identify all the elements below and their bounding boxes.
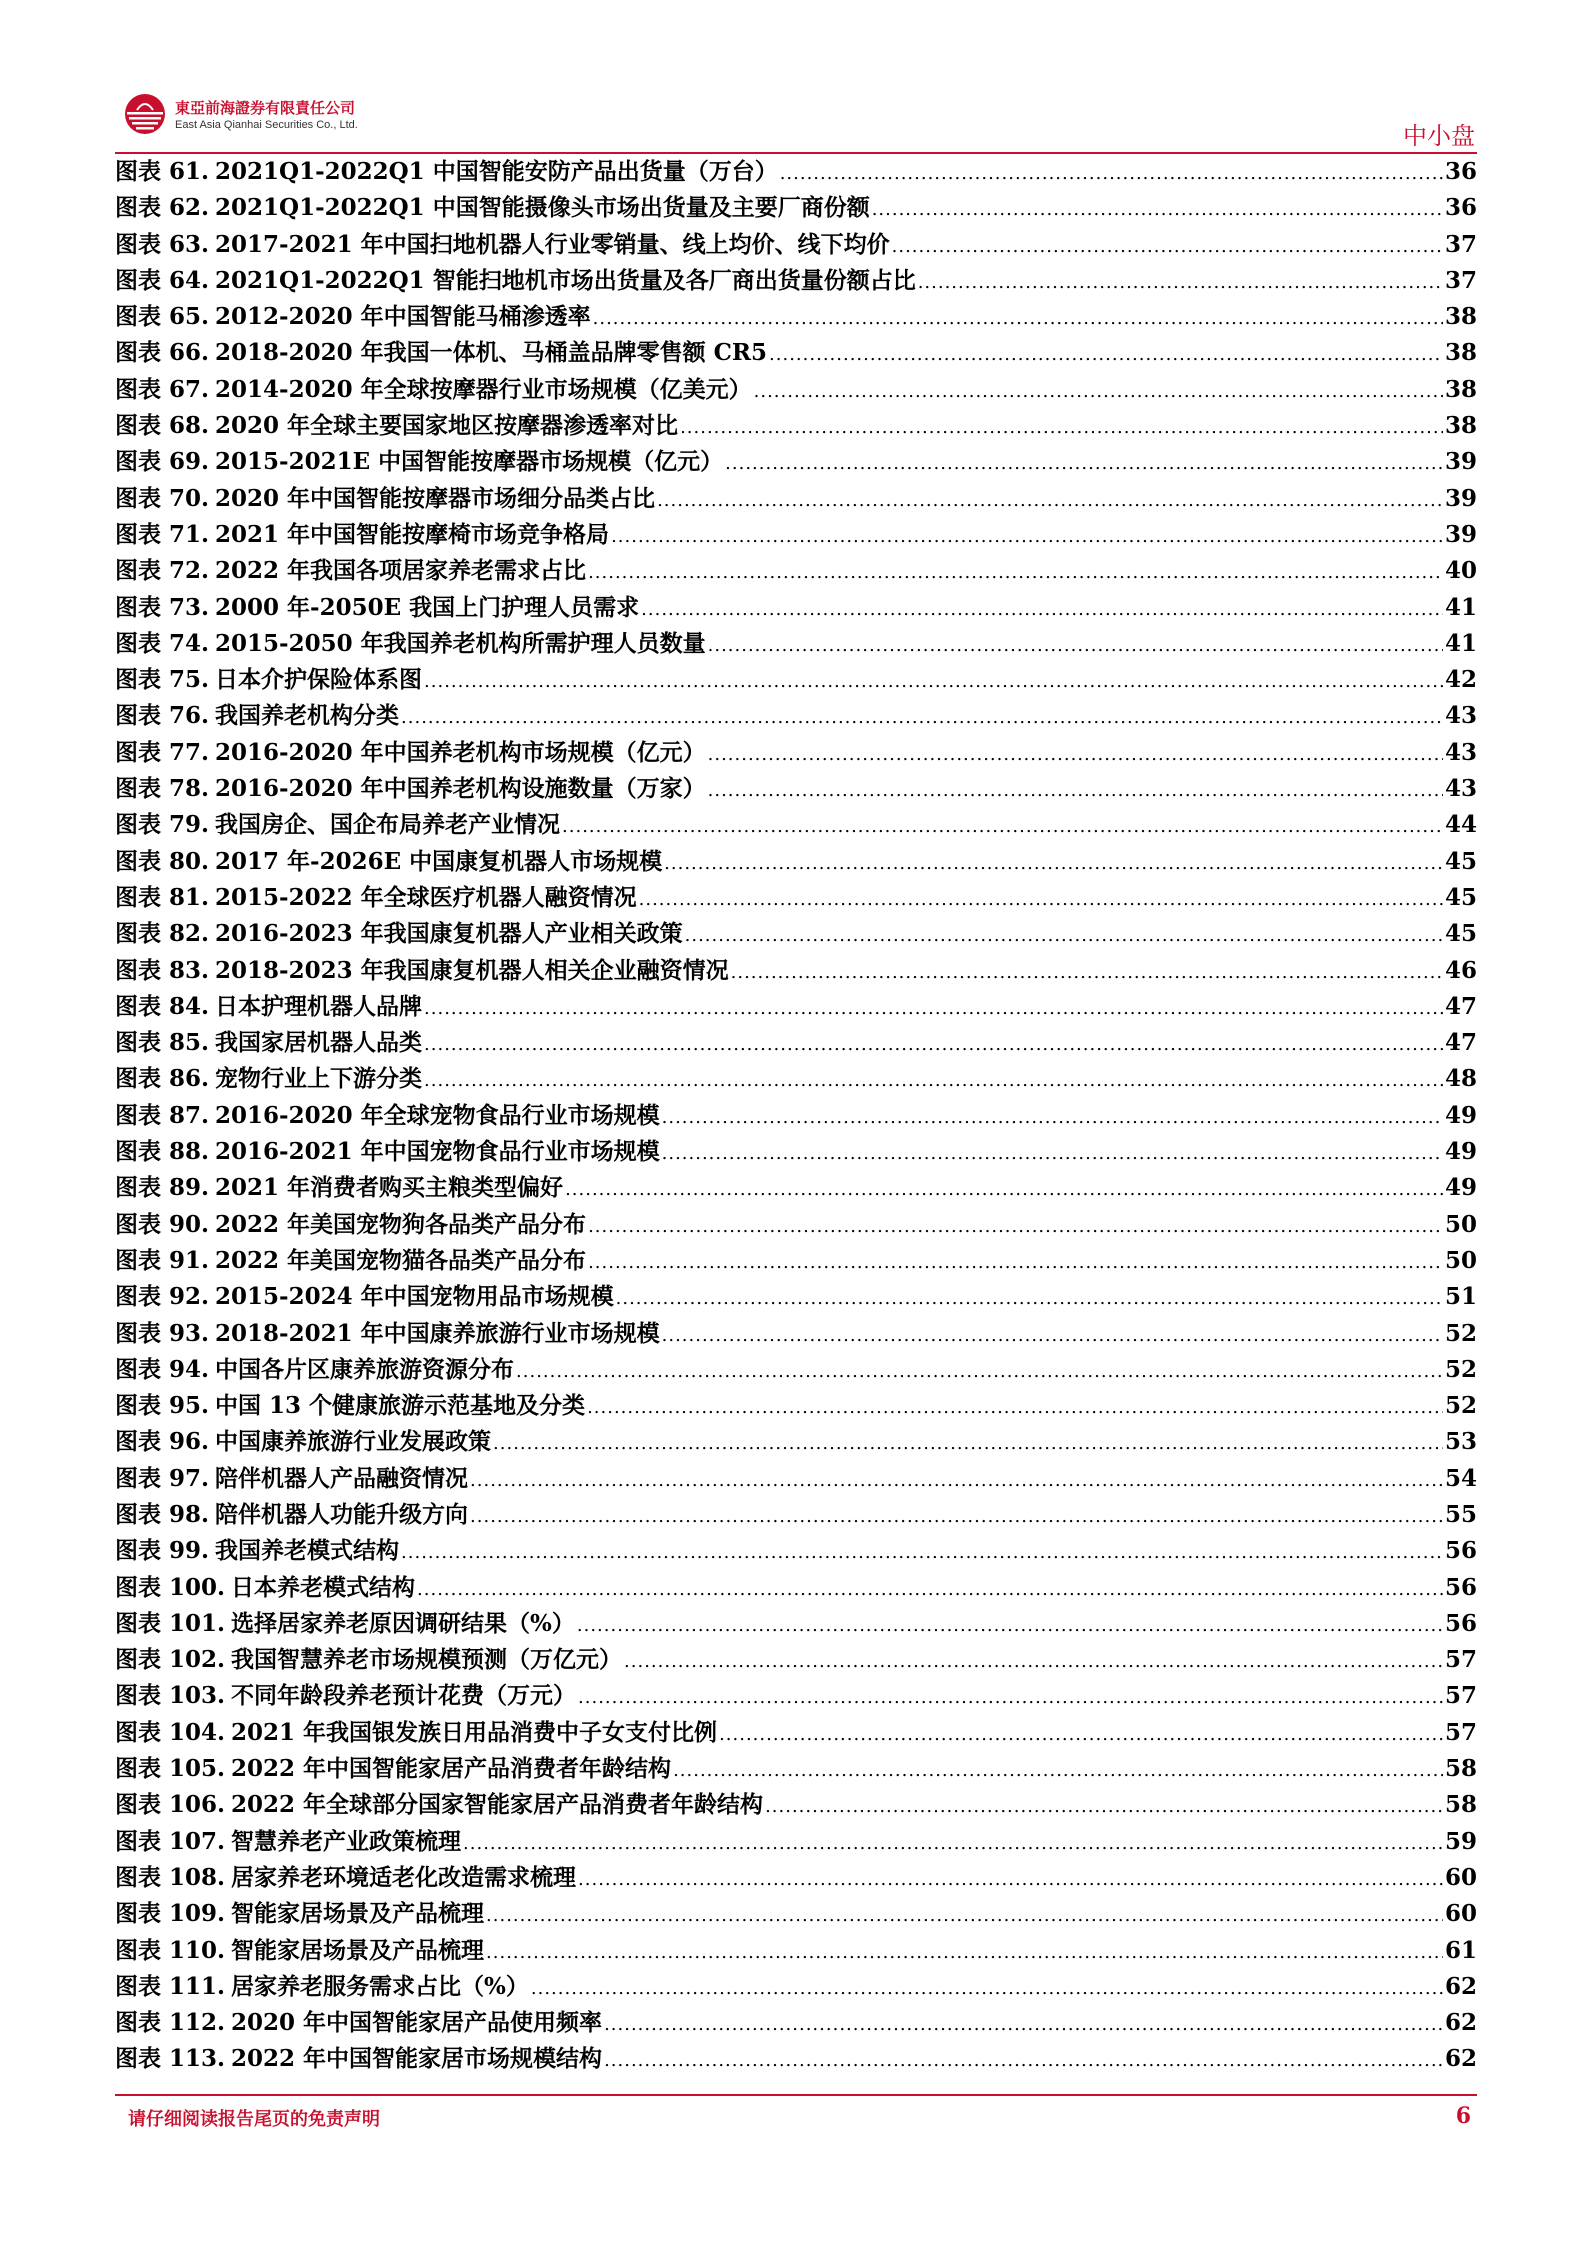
toc-entry-title: 日本护理机器人品牌 <box>215 992 423 1020</box>
toc-entry-title: 智能家居场景及产品梳理 <box>231 1900 485 1928</box>
toc-dot-leader <box>470 1499 1443 1535</box>
toc-entry-title: 2015-2022 年全球医疗机器人融资情况 <box>215 883 637 911</box>
toc-entry-label: 图表 108. <box>115 1863 226 1891</box>
toc-entry-title: 2022 年美国宠物狗各品类产品分布 <box>215 1210 587 1238</box>
toc-entry-label: 图表 73. <box>115 593 210 621</box>
toc-entry-title: 中国 13 个健康旅游示范基地及分类 <box>215 1392 586 1420</box>
toc-entry-page: 57 <box>1444 1646 1477 1674</box>
toc-entry-label: 图表 66. <box>115 339 210 367</box>
toc-entry[interactable] <box>115 1787 1477 1823</box>
toc-entry[interactable] <box>115 190 1477 226</box>
toc-entry-title: 陪伴机器人功能升级方向 <box>215 1500 469 1528</box>
toc-entry-label: 图表 63. <box>115 230 210 258</box>
toc-entry-title: 2022 年全球部分国家智能家居产品消费者年龄结构 <box>231 1791 764 1819</box>
toc-dot-leader <box>892 229 1443 265</box>
toc-entry[interactable] <box>115 1969 1477 2005</box>
toc-dot-leader <box>562 809 1443 845</box>
toc-entry[interactable] <box>115 771 1477 807</box>
footer-divider <box>115 2094 1477 2096</box>
toc-entry-page: 48 <box>1444 1065 1477 1093</box>
toc-entry-page: 37 <box>1444 266 1477 294</box>
toc-entry-page: 45 <box>1444 883 1477 911</box>
toc-entry-title: 居家养老服务需求占比（%） <box>231 1972 529 2000</box>
toc-dot-leader <box>639 882 1443 918</box>
toc-entry[interactable] <box>115 844 1477 880</box>
toc-entry-label: 图表 90. <box>115 1210 210 1238</box>
toc-entry-page: 62 <box>1444 2045 1477 2073</box>
toc-entry-label: 图表 111. <box>115 1972 226 2000</box>
toc-entry-page: 43 <box>1444 775 1477 803</box>
toc-entry-title: 日本介护保险体系图 <box>215 666 423 694</box>
toc-entry-label: 图表 112. <box>115 2009 226 2037</box>
toc-entry-label: 图表 82. <box>115 920 210 948</box>
toc-entry-title: 我国养老模式结构 <box>215 1537 400 1565</box>
toc-entry-title: 居家养老环境适老化改造需求梳理 <box>231 1863 577 1891</box>
toc-entry-title: 2022 年我国各项居家养老需求占比 <box>215 557 587 585</box>
toc-entry-page: 47 <box>1444 992 1477 1020</box>
toc-entry-page: 50 <box>1444 1246 1477 1274</box>
toc-entry-page: 57 <box>1444 1682 1477 1710</box>
toc-entry-title: 2018-2020 年我国一体机、马桶盖品牌零售额 CR5 <box>215 339 768 367</box>
toc-entry-page: 38 <box>1444 412 1477 440</box>
toc-entry-label: 图表 113. <box>115 2045 226 2073</box>
toc-entry-title: 2020 年中国智能按摩器市场细分品类占比 <box>215 484 656 512</box>
company-logo-icon <box>123 92 167 136</box>
toc-entry-page: 52 <box>1444 1392 1477 1420</box>
toc-dot-leader <box>578 1680 1443 1716</box>
toc-dot-leader <box>486 1898 1443 1934</box>
toc-entry-label: 图表 110. <box>115 1936 226 1964</box>
toc-entry-title: 日本养老模式结构 <box>231 1573 416 1601</box>
toc-entry-page: 52 <box>1444 1355 1477 1383</box>
toc-entry-title: 2018-2021 年中国康养旅游行业市场规模 <box>215 1319 660 1347</box>
toc-dot-leader <box>624 1644 1443 1680</box>
toc-dot-leader <box>641 592 1443 628</box>
toc-dot-leader <box>708 773 1443 809</box>
toc-entry-page: 39 <box>1444 484 1477 512</box>
toc-entry[interactable] <box>115 1388 1477 1424</box>
toc-entry-title: 2022 年中国智能家居市场规模结构 <box>231 2045 603 2073</box>
toc-entry-page: 61 <box>1444 1936 1477 1964</box>
toc-entry-label: 图表 75. <box>115 666 210 694</box>
toc-entry-page: 54 <box>1444 1464 1477 1492</box>
toc-entry-label: 图表 61. <box>115 158 210 185</box>
toc-dot-leader <box>516 1354 1443 1390</box>
footer-disclaimer: 请仔细阅读报告尾页的免责声明 <box>128 2109 380 2130</box>
toc-entry-label: 图表 64. <box>115 266 210 294</box>
toc-entry-page: 38 <box>1444 303 1477 331</box>
toc-entry-page: 41 <box>1444 593 1477 621</box>
toc-entry-title: 2022 年中国智能家居产品消费者年龄结构 <box>231 1755 672 1783</box>
toc-entry-label: 图表 100. <box>115 1573 226 1601</box>
toc-entry[interactable] <box>115 698 1477 734</box>
toc-dot-leader <box>578 1862 1443 1898</box>
toc-dot-leader <box>424 664 1443 700</box>
toc-dot-leader <box>565 1172 1443 1208</box>
toc-entry-title: 2016-2020 年中国养老机构设施数量（万家） <box>215 775 706 803</box>
toc-entry-title: 2016-2023 年我国康复机器人产业相关政策 <box>215 920 683 948</box>
toc-entry-page: 36 <box>1444 158 1477 185</box>
toc-entry-title: 智慧养老产业政策梳理 <box>231 1827 462 1855</box>
toc-entry[interactable] <box>115 227 1477 263</box>
toc-entry-page: 38 <box>1444 375 1477 403</box>
toc-entry-label: 图表 103. <box>115 1682 226 1710</box>
toc-entry-label: 图表 107. <box>115 1827 226 1855</box>
toc-dot-leader <box>731 955 1443 991</box>
toc-entry-label: 图表 79. <box>115 811 210 839</box>
toc-entry-title: 2017 年-2026E 中国康复机器人市场规模 <box>215 847 663 875</box>
section-title: 中小盘 <box>1403 122 1475 150</box>
toc-entry[interactable] <box>115 880 1477 916</box>
toc-entry[interactable] <box>115 807 1477 843</box>
toc-entry[interactable] <box>115 916 1477 952</box>
toc-entry-title: 2021 年中国智能按摩椅市场竞争格局 <box>215 520 610 548</box>
figure-index-list <box>115 154 1477 2078</box>
toc-entry-label: 图表 77. <box>115 738 210 766</box>
toc-entry-page: 57 <box>1444 1718 1477 1746</box>
toc-entry[interactable] <box>115 1933 1477 1969</box>
toc-entry-title: 我国养老机构分类 <box>215 702 400 730</box>
toc-dot-leader <box>708 628 1443 664</box>
toc-entry-label: 图表 81. <box>115 883 210 911</box>
toc-entry-label: 图表 80. <box>115 847 210 875</box>
toc-entry[interactable] <box>115 517 1477 553</box>
toc-entry-page: 49 <box>1444 1174 1477 1202</box>
toc-entry-page: 36 <box>1444 194 1477 222</box>
toc-entry-page: 56 <box>1444 1609 1477 1637</box>
toc-entry-title: 2021Q1-2022Q1 中国智能安防产品出货量（万台） <box>215 158 778 185</box>
toc-dot-leader <box>673 1753 1443 1789</box>
toc-entry[interactable] <box>115 1461 1477 1497</box>
toc-entry-title: 2015-2050 年我国养老机构所需护理人员数量 <box>215 629 706 657</box>
toc-dot-leader <box>486 1935 1443 1971</box>
toc-dot-leader <box>725 446 1443 482</box>
toc-entry[interactable] <box>115 1098 1477 1134</box>
toc-entry-page: 43 <box>1444 738 1477 766</box>
toc-entry[interactable] <box>115 953 1477 989</box>
toc-entry-page: 60 <box>1444 1900 1477 1928</box>
toc-entry[interactable] <box>115 154 1477 190</box>
toc-entry[interactable] <box>115 1025 1477 1061</box>
toc-entry[interactable] <box>115 1497 1477 1533</box>
toc-entry-label: 图表 85. <box>115 1029 210 1057</box>
toc-entry[interactable] <box>115 1533 1477 1569</box>
toc-dot-leader <box>872 192 1443 228</box>
toc-entry[interactable] <box>115 335 1477 371</box>
toc-entry-title: 2015-2024 年中国宠物用品市场规模 <box>215 1283 614 1311</box>
footer-page-number: 6 <box>1455 2103 1471 2129</box>
toc-entry-page: 49 <box>1444 1101 1477 1129</box>
toc-entry-title: 2020 年全球主要国家地区按摩器渗透率对比 <box>215 412 679 440</box>
toc-entry[interactable] <box>115 1678 1477 1714</box>
toc-dot-leader <box>604 2043 1443 2079</box>
toc-entry-page: 39 <box>1444 448 1477 476</box>
toc-entry-label: 图表 88. <box>115 1138 210 1166</box>
toc-entry-label: 图表 94. <box>115 1355 210 1383</box>
toc-dot-leader <box>616 1281 1443 1317</box>
toc-entry-page: 43 <box>1444 702 1477 730</box>
toc-entry-page: 42 <box>1444 666 1477 694</box>
toc-entry-label: 图表 65. <box>115 303 210 331</box>
toc-dot-leader <box>588 1245 1443 1281</box>
toc-entry[interactable] <box>115 590 1477 626</box>
company-name-en: East Asia Qianhai Securities Co., Ltd. <box>175 119 358 131</box>
toc-entry-title: 宠物行业上下游分类 <box>215 1065 423 1093</box>
toc-entry-label: 图表 93. <box>115 1319 210 1347</box>
toc-entry-title: 2021Q1-2022Q1 中国智能摄像头市场出货量及主要厂商份额 <box>215 194 870 222</box>
toc-entry-page: 53 <box>1444 1428 1477 1456</box>
toc-entry-page: 45 <box>1444 847 1477 875</box>
toc-entry-page: 62 <box>1444 2009 1477 2037</box>
toc-entry[interactable] <box>115 989 1477 1025</box>
toc-dot-leader <box>754 374 1443 410</box>
toc-entry-label: 图表 62. <box>115 194 210 222</box>
toc-entry-label: 图表 96. <box>115 1428 210 1456</box>
toc-entry[interactable] <box>115 481 1477 517</box>
toc-entry-label: 图表 97. <box>115 1464 210 1492</box>
toc-dot-leader <box>424 1063 1443 1099</box>
toc-dot-leader <box>493 1426 1443 1462</box>
toc-dot-leader <box>463 1826 1443 1862</box>
toc-dot-leader <box>531 1971 1443 2007</box>
toc-dot-leader <box>401 700 1443 736</box>
toc-entry-page: 41 <box>1444 629 1477 657</box>
toc-entry-page: 46 <box>1444 956 1477 984</box>
toc-entry-page: 38 <box>1444 339 1477 367</box>
toc-dot-leader <box>611 519 1443 555</box>
company-name-cn: 東亞前海證券有限責任公司 <box>175 99 356 117</box>
toc-entry-label: 图表 70. <box>115 484 210 512</box>
toc-dot-leader <box>604 2007 1443 2043</box>
toc-dot-leader <box>577 1608 1443 1644</box>
toc-entry-title: 2016-2021 年中国宠物食品行业市场规模 <box>215 1138 660 1166</box>
toc-entry-title: 我国房企、国企布局养老产业情况 <box>215 811 561 839</box>
toc-dot-leader <box>470 1463 1443 1499</box>
toc-entry[interactable] <box>115 1316 1477 1352</box>
toc-dot-leader <box>587 1390 1443 1426</box>
toc-entry-page: 56 <box>1444 1537 1477 1565</box>
toc-entry[interactable] <box>115 1642 1477 1678</box>
toc-entry-title: 2017-2021 年中国扫地机器人行业零销量、线上均价、线下均价 <box>215 230 890 258</box>
toc-entry-title: 智能家居场景及产品梳理 <box>231 1936 485 1964</box>
toc-entry-label: 图表 99. <box>115 1537 210 1565</box>
toc-entry-label: 图表 104. <box>115 1718 226 1746</box>
toc-entry[interactable] <box>115 1061 1477 1097</box>
toc-entry-label: 图表 78. <box>115 775 210 803</box>
toc-entry-page: 58 <box>1444 1791 1477 1819</box>
toc-entry-label: 图表 87. <box>115 1101 210 1129</box>
toc-entry-label: 图表 67. <box>115 375 210 403</box>
toc-entry[interactable] <box>115 735 1477 771</box>
toc-entry-title: 2012-2020 年中国智能马桶渗透率 <box>215 303 591 331</box>
toc-dot-leader <box>685 918 1443 954</box>
toc-entry[interactable] <box>115 263 1477 299</box>
toc-entry[interactable] <box>115 1134 1477 1170</box>
toc-dot-leader <box>662 1136 1443 1172</box>
toc-entry-label: 图表 83. <box>115 956 210 984</box>
toc-entry-label: 图表 84. <box>115 992 210 1020</box>
toc-entry-page: 62 <box>1444 1972 1477 2000</box>
toc-entry[interactable] <box>115 1896 1477 1932</box>
toc-dot-leader <box>593 301 1443 337</box>
toc-entry-title: 2015-2021E 中国智能按摩器市场规模（亿元） <box>215 448 724 476</box>
toc-entry-page: 60 <box>1444 1863 1477 1891</box>
toc-entry-title: 2021 年消费者购买主粮类型偏好 <box>215 1174 564 1202</box>
toc-entry-title: 2018-2023 年我国康复机器人相关企业融资情况 <box>215 956 729 984</box>
toc-entry-label: 图表 71. <box>115 520 210 548</box>
toc-dot-leader <box>424 991 1443 1027</box>
toc-entry-label: 图表 101. <box>115 1609 226 1637</box>
toc-entry-label: 图表 95. <box>115 1392 210 1420</box>
toc-dot-leader <box>780 156 1443 192</box>
toc-entry-label: 图表 98. <box>115 1500 210 1528</box>
toc-dot-leader <box>401 1535 1443 1571</box>
toc-entry-title: 2016-2020 年中国养老机构市场规模（亿元） <box>215 738 706 766</box>
toc-entry-title: 2000 年-2050E 我国上门护理人员需求 <box>215 593 640 621</box>
toc-dot-leader <box>424 1027 1443 1063</box>
toc-entry-label: 图表 72. <box>115 557 210 585</box>
toc-entry[interactable] <box>115 1606 1477 1642</box>
toc-entry-page: 37 <box>1444 230 1477 258</box>
toc-entry-label: 图表 74. <box>115 629 210 657</box>
toc-entry[interactable] <box>115 662 1477 698</box>
toc-entry-page: 44 <box>1444 811 1477 839</box>
toc-entry-title: 2014-2020 年全球按摩器行业市场规模（亿美元） <box>215 375 752 403</box>
toc-entry-label: 图表 68. <box>115 412 210 440</box>
toc-entry-page: 51 <box>1444 1283 1477 1311</box>
toc-entry[interactable] <box>115 1824 1477 1860</box>
toc-entry-page: 59 <box>1444 1827 1477 1855</box>
toc-entry[interactable] <box>115 1279 1477 1315</box>
toc-entry-title: 陪伴机器人产品融资情况 <box>215 1464 469 1492</box>
toc-entry-page: 55 <box>1444 1500 1477 1528</box>
toc-entry-label: 图表 69. <box>115 448 210 476</box>
toc-entry-page: 39 <box>1444 520 1477 548</box>
toc-entry[interactable] <box>115 372 1477 408</box>
toc-entry-page: 40 <box>1444 557 1477 585</box>
toc-dot-leader <box>769 337 1443 373</box>
toc-entry-label: 图表 109. <box>115 1900 226 1928</box>
toc-entry-label: 图表 92. <box>115 1283 210 1311</box>
toc-entry-label: 图表 76. <box>115 702 210 730</box>
toc-dot-leader <box>662 1100 1443 1136</box>
toc-entry-title: 中国各片区康养旅游资源分布 <box>215 1355 515 1383</box>
toc-entry[interactable] <box>115 1860 1477 1896</box>
page-header <box>115 92 1477 154</box>
toc-entry[interactable] <box>115 1570 1477 1606</box>
toc-entry-title: 中国康养旅游行业发展政策 <box>215 1428 492 1456</box>
toc-entry[interactable] <box>115 626 1477 662</box>
toc-entry[interactable] <box>115 1751 1477 1787</box>
toc-entry-page: 47 <box>1444 1029 1477 1057</box>
toc-entry-title: 2016-2020 年全球宠物食品行业市场规模 <box>215 1101 660 1129</box>
toc-entry-title: 不同年龄段养老预计花费（万元） <box>231 1682 577 1710</box>
toc-dot-leader <box>680 410 1443 446</box>
toc-entry[interactable] <box>115 553 1477 589</box>
toc-entry-label: 图表 91. <box>115 1246 210 1274</box>
toc-entry-page: 52 <box>1444 1319 1477 1347</box>
toc-entry[interactable] <box>115 1170 1477 1206</box>
toc-entry-page: 56 <box>1444 1573 1477 1601</box>
toc-dot-leader <box>588 1209 1443 1245</box>
toc-entry-label: 图表 105. <box>115 1755 226 1783</box>
toc-entry-title: 我国家居机器人品类 <box>215 1029 423 1057</box>
toc-dot-leader <box>588 555 1443 591</box>
toc-dot-leader <box>664 846 1443 882</box>
toc-entry-title: 我国智慧养老市场规模预测（万亿元） <box>231 1646 623 1674</box>
toc-dot-leader <box>918 265 1443 301</box>
toc-dot-leader <box>708 737 1443 773</box>
toc-entry[interactable] <box>115 408 1477 444</box>
toc-entry-label: 图表 106. <box>115 1791 226 1819</box>
toc-dot-leader <box>662 1318 1443 1354</box>
toc-entry-title: 2020 年中国智能家居产品使用频率 <box>231 2009 603 2037</box>
toc-dot-leader <box>765 1789 1443 1825</box>
toc-entry-title: 2021Q1-2022Q1 智能扫地机市场出货量及各厂商出货量份额占比 <box>215 266 916 294</box>
toc-entry-label: 图表 102. <box>115 1646 226 1674</box>
toc-entry-page: 58 <box>1444 1755 1477 1783</box>
toc-entry[interactable] <box>115 1207 1477 1243</box>
toc-entry-page: 49 <box>1444 1138 1477 1166</box>
toc-entry[interactable] <box>115 1243 1477 1279</box>
toc-entry-title: 2021 年我国银发族日用品消费中子女支付比例 <box>231 1718 718 1746</box>
toc-entry[interactable] <box>115 1424 1477 1460</box>
toc-entry-title: 选择居家养老原因调研结果（%） <box>231 1609 575 1637</box>
toc-entry-label: 图表 86. <box>115 1065 210 1093</box>
toc-entry-title: 2022 年美国宠物猫各品类产品分布 <box>215 1246 587 1274</box>
toc-dot-leader <box>719 1717 1443 1753</box>
toc-entry[interactable] <box>115 299 1477 335</box>
toc-entry[interactable] <box>115 444 1477 480</box>
toc-entry[interactable] <box>115 1715 1477 1751</box>
toc-entry[interactable] <box>115 2005 1477 2041</box>
toc-entry-page: 45 <box>1444 920 1477 948</box>
toc-entry-page: 50 <box>1444 1210 1477 1238</box>
toc-entry-label: 图表 89. <box>115 1174 210 1202</box>
toc-dot-leader <box>657 483 1443 519</box>
toc-entry[interactable] <box>115 2041 1477 2077</box>
toc-entry[interactable] <box>115 1352 1477 1388</box>
toc-dot-leader <box>417 1572 1443 1608</box>
